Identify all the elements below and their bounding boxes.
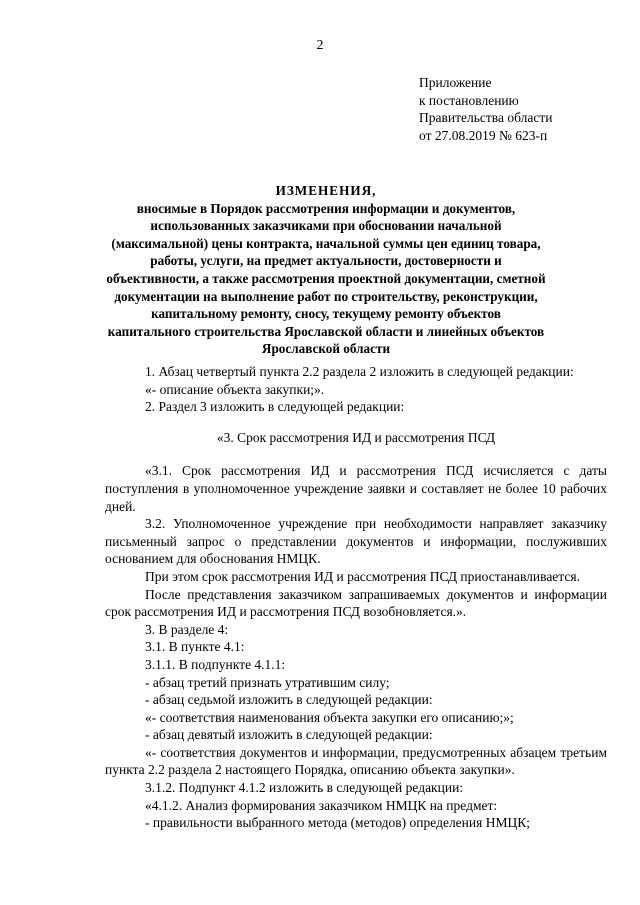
title-line: (максимальной) цены контракта, начальной суммы цен единиц товара, [111, 235, 541, 251]
title-line: капитальному ремонту, сносу, текущему ремонту объектов [151, 306, 501, 322]
paragraph: 3.1.1. В подпункте 4.1.1: [145, 656, 286, 672]
paragraph: 2. Раздел 3 изложить в следующей редакции: [145, 399, 405, 415]
paragraph: 3. В разделе 4: [145, 621, 229, 637]
title-line: капитального строительства Ярославской области и линейных объектов [107, 323, 545, 339]
paragraph: - абзац девятый изложить в следующей редакции: [145, 727, 433, 743]
paragraph: «3.1. Срок рассмотрения ИД и рассмотрения ПСД исчисляется с даты поступления в уполномоченное учреждение заявки и составляет не более 10 рабочих дней. [105, 463, 607, 514]
paragraph: «- соответствия наименования объекта закупки его описанию;»; [145, 709, 514, 725]
title-line: Ярославской области [261, 341, 391, 357]
title-line: использованных заказчиками при обосновании начальной [150, 218, 502, 234]
title-line: работы, услуги, на предмет актуальности, достоверности и [150, 253, 502, 269]
title-heading: ИЗМЕНЕНИЯ, [275, 183, 377, 198]
appendix-line: от 27.08.2019 № 623-п [419, 127, 548, 143]
title-line: документации на выполнение работ по строительству, реконструкции, [114, 288, 538, 304]
paragraph: - правильности выбранного метода (методов) определения НМЦК; [145, 815, 530, 831]
title-line: объективности, а также рассмотрения проектной документации, сметной [106, 270, 546, 286]
page-number: 2 [316, 38, 324, 53]
title-line: вносимые в Порядок рассмотрения информации и документов, [136, 200, 516, 216]
paragraph: После представления заказчиком запрашиваемых документов и информации срок рассмотрения ИД и рассмотрения ПСД возобновляется.». [105, 586, 607, 620]
paragraph: 3.1. В пункте 4.1: [145, 639, 245, 655]
section-title: «3. Срок рассмотрения ИД и рассмотрения ПСД [216, 429, 496, 445]
appendix-line: Правительства области [419, 110, 553, 125]
appendix-line: к постановлению [419, 92, 519, 108]
paragraph: При этом срок рассмотрения ИД и рассмотрения ПСД приостанавливается. [145, 568, 580, 584]
document-title [92, 182, 560, 358]
paragraph: 3.2. Уполномоченное учреждение при необходимости направляет заказчику письменный запрос о представлении документов и информации, послуживших основанием для обоснования НМЦК. [105, 516, 607, 567]
document-body [105, 363, 607, 832]
appendix-line: Приложение [419, 75, 492, 90]
paragraph: «4.1.2. Анализ формирования заказчиком НМЦК на предмет: [145, 797, 498, 813]
paragraph: «- соответствия документов и информации, предусмотренных абзацем третьим пункта 2.2 раздела 2 настоящего Порядка, описанию объекта закупки». [105, 744, 607, 778]
paragraph: - абзац седьмой изложить в следующей редакции: [145, 692, 433, 708]
paragraph: «- описание объекта закупки;». [145, 381, 325, 397]
paragraph: 1. Абзац четвертый пункта 2.2 раздела 2 изложить в следующей редакции: [145, 364, 574, 379]
appendix-block [419, 74, 552, 144]
paragraph: 3.1.2. Подпункт 4.1.2 изложить в следующей редакции: [145, 780, 464, 796]
paragraph: - абзац третий признать утратившим силу; [145, 674, 390, 690]
